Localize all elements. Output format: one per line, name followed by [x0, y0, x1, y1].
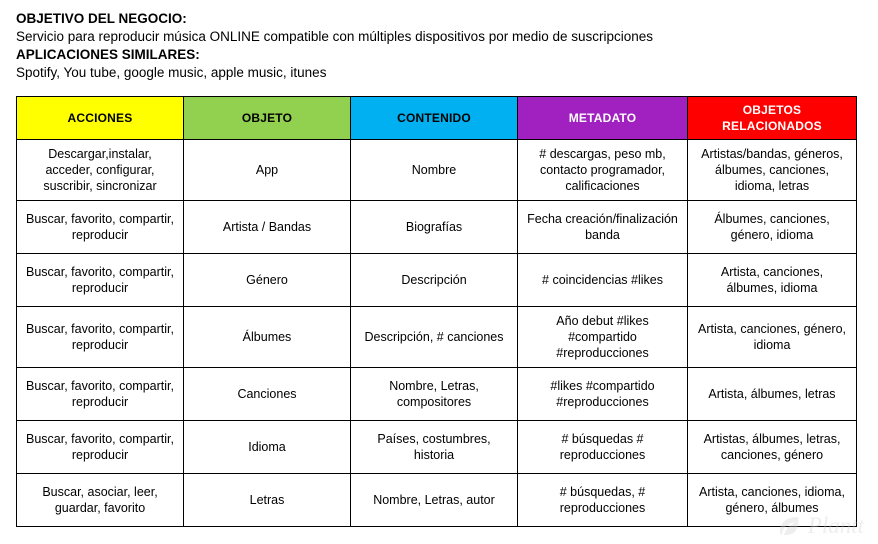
table-body	[17, 140, 857, 527]
cell-objeto: Artista / Bandas	[184, 201, 351, 254]
cell-relacionados: Artistas, álbumes, letras, canciones, género	[688, 421, 857, 474]
intro-block	[16, 10, 862, 82]
table-row	[17, 140, 857, 201]
cell-contenido: Biografías	[351, 201, 518, 254]
cell-contenido: Países, costumbres, historia	[351, 421, 518, 474]
column-header-contenido: CONTENIDO	[351, 97, 518, 140]
column-header-objeto: OBJETO	[184, 97, 351, 140]
cell-contenido: Descripción, # canciones	[351, 307, 518, 368]
cell-acciones: Buscar, favorito, compartir, reproducir	[17, 368, 184, 421]
cell-objeto: Canciones	[184, 368, 351, 421]
table-row	[17, 421, 857, 474]
cell-metadato: #likes #compartido #reproducciones	[518, 368, 688, 421]
similar-apps-label: APLICACIONES SIMILARES:	[16, 47, 200, 62]
cell-acciones: Buscar, favorito, compartir, reproducir	[17, 254, 184, 307]
table-row	[17, 474, 857, 527]
cell-metadato: # coincidencias #likes	[518, 254, 688, 307]
cell-objeto: App	[184, 140, 351, 201]
objects-matrix-table	[16, 96, 857, 527]
table-header-row	[17, 97, 857, 140]
cell-contenido: Nombre, Letras, compositores	[351, 368, 518, 421]
cell-acciones: Buscar, favorito, compartir, reproducir	[17, 421, 184, 474]
table-row	[17, 201, 857, 254]
cell-acciones: Buscar, favorito, compartir, reproducir	[17, 307, 184, 368]
cell-objeto: Idioma	[184, 421, 351, 474]
cell-acciones: Buscar, asociar, leer, guardar, favorito	[17, 474, 184, 527]
cell-contenido: Nombre	[351, 140, 518, 201]
cell-relacionados: Artista, canciones, álbumes, idioma	[688, 254, 857, 307]
objective-text: Servicio para reproducir música ONLINE compatible con múltiples dispositivos por medio de suscripciones	[16, 29, 654, 44]
cell-relacionados: Artista, álbumes, letras	[688, 368, 857, 421]
watermark-text: Plantt	[807, 513, 864, 538]
cell-relacionados: Artista, canciones, idioma, género, álbumes	[688, 474, 857, 527]
cell-contenido: Nombre, Letras, autor	[351, 474, 518, 527]
cell-metadato: Fecha creación/finalización banda	[518, 201, 688, 254]
cell-acciones: Buscar, favorito, compartir, reproducir	[17, 201, 184, 254]
similar-apps-text: Spotify, You tube, google music, apple music, itunes	[16, 65, 327, 80]
cell-acciones: Descargar,instalar, acceder, configurar, suscribir, sincronizar	[17, 140, 184, 201]
cell-contenido: Descripción	[351, 254, 518, 307]
column-header-metadato: METADATO	[518, 97, 688, 140]
cell-relacionados: Artistas/bandas, géneros, álbumes, canciones, idioma, letras	[688, 140, 857, 201]
table-row	[17, 368, 857, 421]
cell-relacionados: Artista, canciones, género, idioma	[688, 307, 857, 368]
cell-metadato: Año debut #likes #compartido #reproducciones	[518, 307, 688, 368]
cell-metadato: # búsquedas, # reproducciones	[518, 474, 688, 527]
cell-metadato: # búsquedas # reproducciones	[518, 421, 688, 474]
cell-objeto: Género	[184, 254, 351, 307]
column-header-acciones: ACCIONES	[17, 97, 184, 140]
objective-label: OBJETIVO DEL NEGOCIO:	[16, 11, 187, 26]
cell-metadato: # descargas, peso mb, contacto programador, calificaciones	[518, 140, 688, 201]
cell-objeto: Álbumes	[184, 307, 351, 368]
cell-relacionados: Álbumes, canciones, género, idioma	[688, 201, 857, 254]
table-row	[17, 307, 857, 368]
table-row	[17, 254, 857, 307]
column-header-objetos-relacionados: OBJETOS RELACIONADOS	[688, 97, 857, 140]
cell-objeto: Letras	[184, 474, 351, 527]
